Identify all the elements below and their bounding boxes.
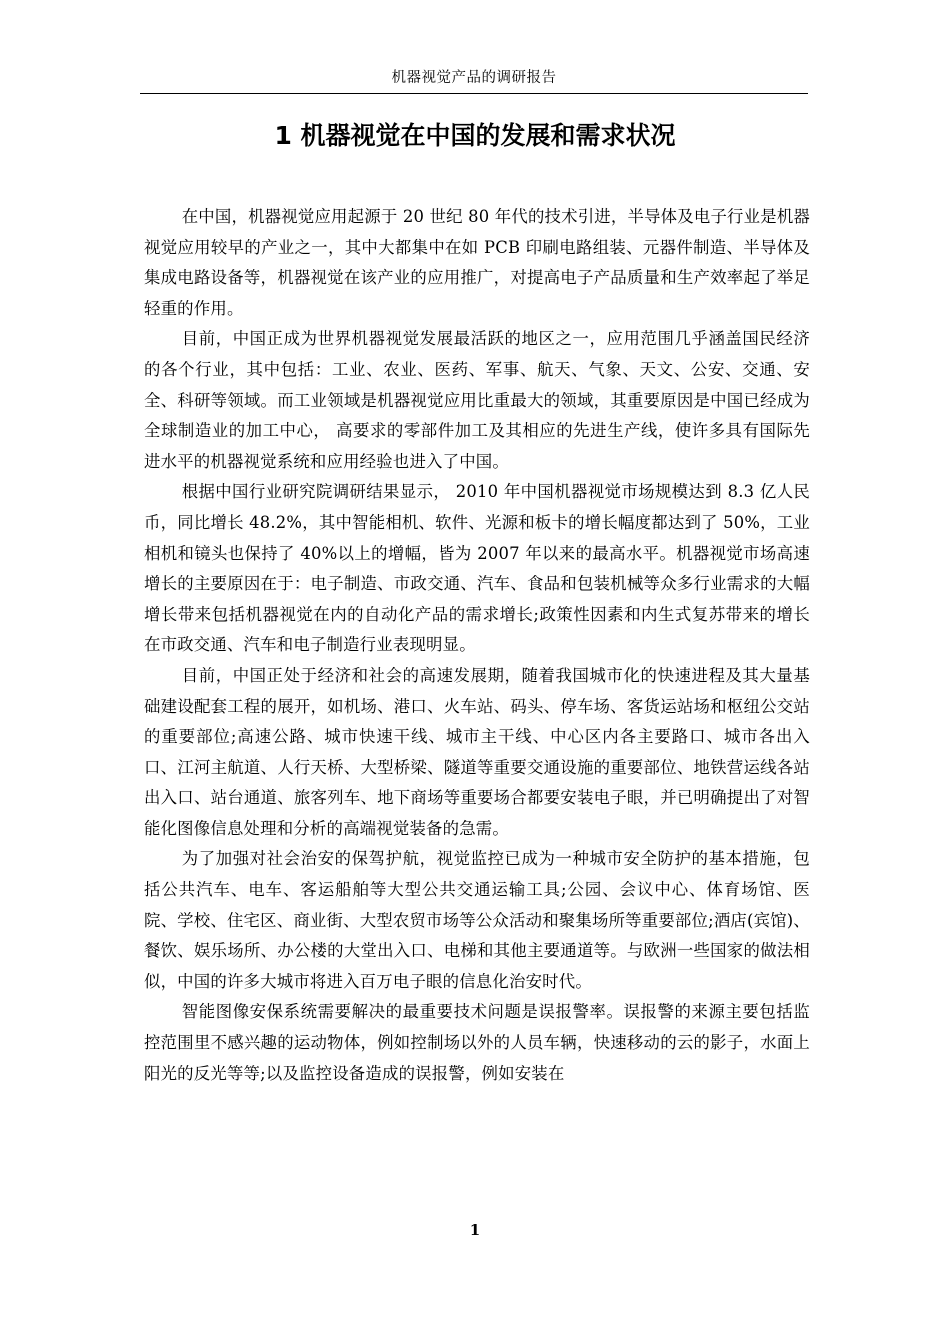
paragraph-4: 目前，中国正处于经济和社会的高速发展期，随着我国城市化的快速进程及其大量基础建设配套工程的展开，如机场、港口、火车站、码头、停车场、客货运站场和枢纽公交站的重要部位;高速公路、城市快速干线、城市主干线、中心区内各主要路口、城市各出入口、江河主航道、人行天桥、大型桥梁、隧道等重要交通设施的重要部位、地铁营运线各站出入口、站台通道、旅客列车、地下商场等重要场合都要安装电子眼，并已明确提出了对智能化图像信息处理和分析的高端视觉装备的急需。 xyxy=(144,665,810,838)
paragraph-3: 根据中国行业研究院调研结果显示， 2010 年中国机器视觉市场规模达到 8.3 亿人民币，同比增长 48.2%，其中智能相机、软件、光源和板卡的增长幅度都达到了 50%，工业相机和镜头也保持了 40%以上的增幅，皆为 2007 年以来的最高水平。机器视觉市场高速增长的主要原因在于：电子制造、市政交通、汽车、食品和包装机械等众多行业需求的大幅增长带来包括机器视觉在内的自动化产品的需求增长;政策性因素和内生式复苏带来的增长在市政交通、汽车和电子制造行业表现明显。 xyxy=(144,482,810,655)
paragraph-6: 智能图像安保系统需要解决的最重要技术问题是误报警率。误报警的来源主要包括监控范围里不感兴趣的运动物体，例如控制场以外的人员车辆，快速移动的云的影子，水面上阳光的反光等等;以及监控设备造成的误报警，例如安装在 xyxy=(144,1002,810,1083)
page-number: 1 xyxy=(469,1221,481,1239)
header-rule xyxy=(140,93,808,94)
running-header: 机器视觉产品的调研报告 xyxy=(391,70,557,86)
chapter-title: 1 机器视觉在中国的发展和需求状况 xyxy=(274,121,676,150)
body-text xyxy=(144,202,810,1089)
paragraph-2: 目前，中国正成为世界机器视觉发展最活跃的地区之一，应用范围几乎涵盖国民经济的各个行业，其中包括：工业、农业、医药、军事、航天、气象、天文、公安、交通、安全、科研等领域。而工业领域是机器视觉应用比重最大的领域，其重要原因是中国已经成为全球制造业的加工中心， 高要求的零部件加工及其相应的先进生产线，使许多具有国际先进水平的机器视觉系统和应用经验也进入了中国。 xyxy=(144,329,810,471)
paragraph-5: 为了加强对社会治安的保驾护航，视觉监控已成为一种城市安全防护的基本措施，包括公共汽车、电车、客运船舶等大型公共交通运输工具;公园、会议中心、体育场馆、医院、学校、住宅区、商业街、大型农贸市场等公众活动和聚集场所等重要部位;酒店(宾馆)、餐饮、娱乐场所、办公楼的大堂出入口、电梯和其他主要通道等。与欧洲一些国家的做法相似，中国的许多大城市将进入百万电子眼的信息化治安时代。 xyxy=(144,849,810,991)
paragraph-1: 在中国，机器视觉应用起源于 20 世纪 80 年代的技术引进，半导体及电子行业是机器视觉应用较早的产业之一，其中大都集中在如 PCB 印刷电路组装、元器件制造、半导体及集成电路设备等，机器视觉在该产业的应用推广，对提高电子产品质量和生产效率起了举足轻重的作用。 xyxy=(144,207,810,318)
